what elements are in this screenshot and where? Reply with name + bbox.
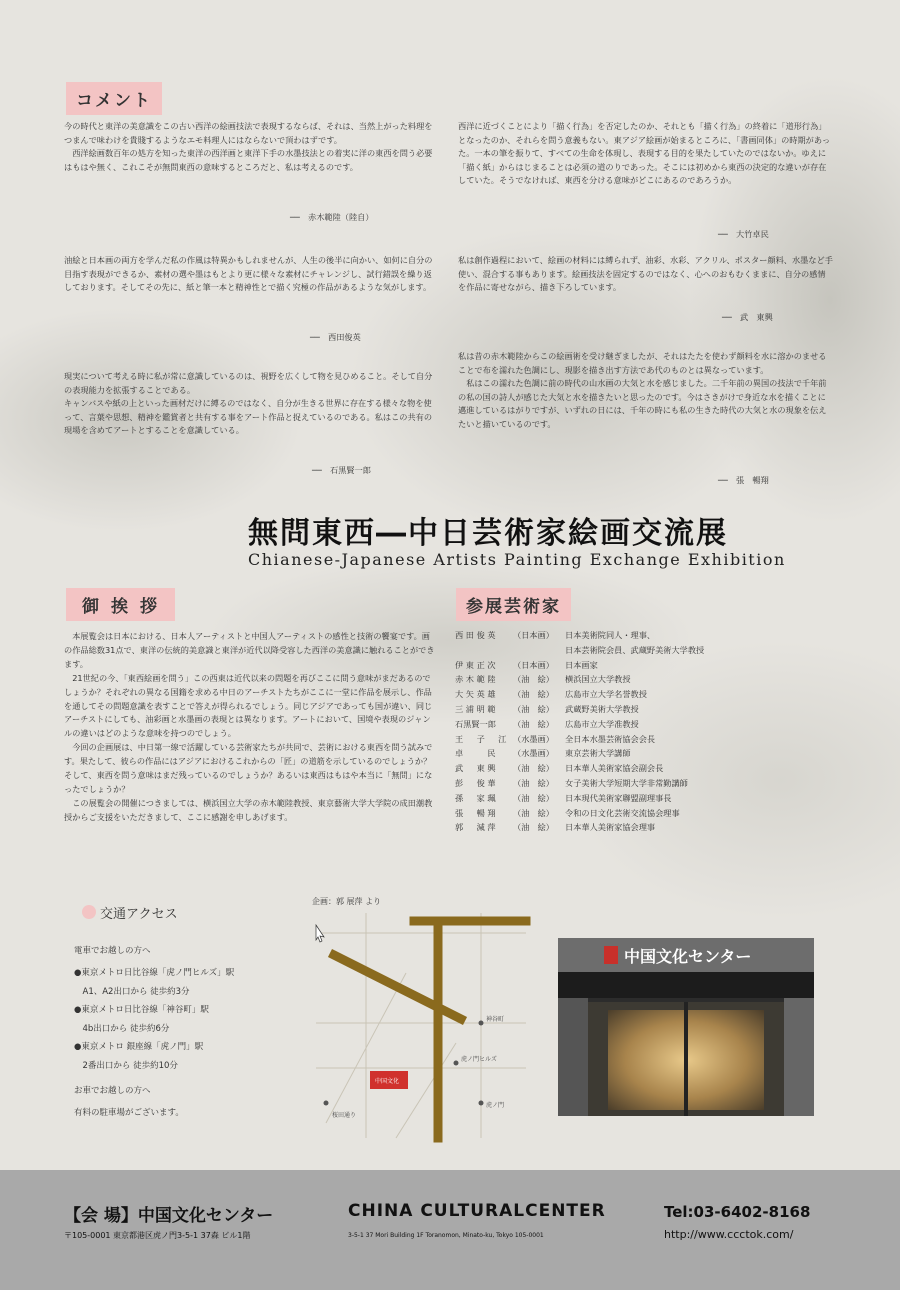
exhibition-title-en: Chianese-Japanese Artists Painting Exchange Exhibition (248, 550, 786, 569)
artist-title: 日本華人美術家協会副会長 (565, 763, 664, 774)
artist-title: 日本美術院同人・理事、 (565, 630, 656, 640)
artist-row (455, 763, 663, 774)
map-label-hills: 虎ノ門ヒルズ (461, 1056, 497, 1063)
building-photo (558, 938, 814, 1116)
map-label-kamiyacho: 神谷町 (486, 1016, 505, 1023)
artist-genre: （水墨画） (513, 748, 554, 759)
artist-genre: （日本画） (513, 630, 554, 640)
comment-label: コメント (66, 82, 162, 115)
access-line: ●東京メトロ日比谷線「神谷町」駅 (74, 1005, 209, 1015)
access-line: お車でお越しの方へ (74, 1086, 151, 1096)
map-credit: 企画：郭 展萍 より (312, 897, 382, 906)
artist-genre: （日本画） (513, 659, 554, 670)
comment-text-4: 西洋に近づくことにより「描く行為」を否定したのか、それとも「描く行為」の終着に「道形行為」となったのか、それらを問う意義もない。東アジア絵画が始まるところに、「書画同体」の時期があった。一本の筆を振りて、すべての生命を体現し、表現する目的を果たしていたのではないか。ゆえに「描く紙」からはじまることは必須の道のりであった。そこには初めから東西の決定的な違いが存在していた。そうでなければ、東西を分ける意味がどこにあるのであろうか。 (458, 121, 831, 186)
access-line: 4b出口から 徒歩約6分 (74, 1024, 170, 1034)
footer-url[interactable]: http://www.ccctok.com/ (664, 1228, 794, 1241)
artists-label: 参展芸術家 (456, 588, 571, 621)
artist-genre: （油 絵） (513, 704, 554, 714)
greeting-label: 御挨拶 (66, 588, 175, 621)
access-line: ●東京メトロ日比谷線「虎ノ門ヒルズ」駅 (74, 968, 235, 978)
artist-title: 広島市立大学准教授 (565, 718, 639, 729)
artist-row (455, 645, 704, 656)
access-line: ●東京メトロ 銀座線「虎ノ門」駅 (74, 1042, 204, 1052)
artist-name: 王 子 江 (455, 733, 507, 744)
artist-genre: （油 絵） (513, 763, 554, 774)
comment-text-1: 今の時代と東洋の美意識をこの古い西洋の絵画技法で表現するならば、それは、当然上がった料理をつまんで味わけを貴賤するようなエモ料理人にはならないで頂わはずです。 西洋絵画数百年の処方を知った東洋の西洋画と東洋下手の水墨技法との着実に洋の東西を問う必要はもはや無く、これこそが無問東西の意味するところだと、私は考えるのです。 (64, 121, 433, 172)
artist-title: 日本華人美術家協会理事 (565, 822, 656, 833)
comment-text-3: 現実について考える時に私が常に意識しているのは、視野を広くして物を見ひめること。そして自分の表現能力を拡張することである。 キャンバスや紙の上といった画材だけに縛るのではなく、自分が生きる世界に存在する様々な物を使って、言葉や思想、精神を鑑賞者と共有する事をアート作品と捉えているのである。私はこの共有の現場を含めてアートとすることを意識している。 (64, 371, 433, 436)
artist-name: 伊 東 正 次 (455, 659, 496, 670)
access-line: 電車でお越しの方へ (74, 946, 151, 956)
artist-name: 張 暢 翔 (455, 807, 496, 818)
building-sign: 中国文化センター (624, 947, 752, 966)
artist-genre: （水墨画） (513, 733, 554, 744)
comment-text-6: 私は昔の赤木範陸からこの絵画術を受け継ぎましたが、それはたたを使わず顔料を水に溶かのませることで布を濡れた色調にし、現影を描き出す方法であ代のものとは異なっています。 私はこの濡れた色調に前の時代の山水画の大気と水を感じました。二千年前の異国の技法で千年前の私の国の詩人が感じた大気と水を描きたいと思ったのです。今はさきがけで身近な水を描くことに邁進しているはがりですが、いずれの日には、千年の時にも私の生きた時代の大気と水の現象を伝えたいと描いているのです。 (458, 351, 827, 429)
access-bullet-icon (82, 905, 96, 919)
artist-row (455, 748, 631, 759)
access-line: 2番出口から 徒歩約10分 (74, 1061, 178, 1071)
access-line: 有料の駐車場がございます。 (74, 1108, 184, 1118)
access-line: A1、A2出口から 徒歩約3分 (74, 987, 190, 997)
artist-genre: （油 絵） (513, 792, 554, 803)
artist-title: 日本現代美術家聯盟副理事長 (565, 792, 672, 803)
artist-title: 日本芸術院会員、武蔵野美術大学教授 (565, 644, 705, 655)
comment-signature-3: ── 石黒賢一郎 (312, 465, 371, 475)
artist-title: 広島市立大学名誉教授 (565, 689, 647, 700)
artist-row (455, 793, 671, 804)
artist-title: 武蔵野美術大学教授 (565, 704, 639, 714)
artist-name: 孫 家 珮 (455, 792, 496, 803)
artist-row (455, 719, 639, 730)
artist-genre: （油 絵） (513, 822, 554, 833)
artist-name: 石黒賢一郎 (455, 718, 496, 729)
artist-title: 横浜国立大学教授 (565, 674, 631, 685)
footer-venue: 【会 場】中国文化センター (64, 1206, 274, 1226)
artist-name: 三 浦 明 範 (455, 704, 496, 714)
map-label-toranomon: 虎ノ門 (486, 1102, 505, 1109)
artist-name: 武 東 興 (455, 763, 496, 774)
artist-row (455, 674, 631, 685)
artist-row (455, 704, 639, 715)
footer-address: 〒105-0001 東京都港区虎ノ門3-5-1 37森 ビル1階 (64, 1231, 251, 1240)
comment-text-5: 私は創作過程において、絵画の材料には縛られず、油彩、水彩、アクリル、ポスター顔料、水墨など手使い、混合する事もあります。絵画技法を固定するのではなく、心へのおもむくままに、自分の感情を作品に寄せながら、描き下ろしています。 (458, 255, 833, 293)
artist-title: 全日本水墨芸術協会会長 (565, 733, 656, 744)
artist-row (455, 630, 655, 641)
artist-name: 西 田 俊 英 (455, 630, 496, 640)
artist-title: 令和の日文化芸術交流協会理事 (565, 807, 680, 818)
venue-marker-label: 中国文化 (375, 1078, 400, 1085)
comment-signature-4: ── 大竹卓民 (718, 229, 769, 239)
artist-row (455, 660, 598, 671)
footer-tel: Tel:03-6402-8168 (664, 1203, 811, 1221)
artist-genre: （油 絵） (513, 689, 554, 700)
artist-name: 彭 俊 華 (455, 778, 496, 788)
artist-title: 女子美術大学短期大学非常勤講師 (565, 778, 688, 788)
access-title: 交通アクセス (100, 907, 178, 922)
artist-row (455, 808, 680, 819)
artist-genre: （油 絵） (513, 674, 554, 685)
comment-signature-5: ── 武 東興 (722, 312, 773, 322)
artist-genre: （油 絵） (513, 778, 554, 788)
artist-row (455, 689, 647, 700)
footer-venue-en: CHINA CULTURALCENTER (348, 1201, 606, 1221)
footer-address-en: 3-5-1 37 Mori Building 1F Toranomon, Minato-ku, Tokyo 105-0001 (348, 1232, 544, 1239)
artist-genre: （油 絵） (513, 718, 554, 729)
comment-signature-6: ── 張 暢翔 (718, 475, 769, 485)
access-map (306, 893, 536, 1143)
exhibition-title-jp: 無問東西―中日芸術家絵画交流展 (248, 516, 728, 551)
artist-row (455, 734, 655, 745)
artist-name: 卓 民 (455, 748, 496, 759)
greeting-text: 本展覧会は日本における、日本人アーティストと中国人アーティストの感性と技術の饗宴です。画の作品総数31点で、東洋の伝統的美意識と東洋が近代以降受容した西洋の美意識に触れることができます。 21世紀の今、「東西絵画を問う」この西東は近代以来の問題を再びここに問う意味がまだあるのでしょうか？それぞれの異なる国籍を求める中日のアーチストたちがここに一堂に作品を展示し、作品を通してその問題意識を表すことで答えが得られるでしょう。同じアジアであっても国が違い、同じアーチストにしても、油彩画と水墨画の表現とは異なります。アートにおいて、国境や表現のジャンルの違いはどのような意味を持つのでしょう。 今回の企画展は、中日第一線で活躍している芸術家たちが共同で、芸術における東西を問う試みです。果たして、彼らの作品にはアジアにおけるこれからの「匠」の道筋を示しているのでしょうか？そして、東西を問う意味はまだ残っているのでしょうか？あるいは東西はもはや本当に「無問」になったでしょうか？ この展覧会の開催につきましては、横浜国立大学の赤木範陸教授、東京藝術大学大学院の成田潮教授からご支援をいただきまして、ここに感謝を申しあげます。 (64, 631, 435, 822)
comment-signature-2: ── 西田俊英 (310, 332, 361, 342)
artist-genre: （油 絵） (513, 807, 554, 818)
comment-text-2: 油絵と日本画の両方を学んだ私の作風は特異かもしれませんが、人生の後半に向かい、如何に自分の目指す表現ができるか、素材の選や墨はもとより更に様々な素材にチャレンジし、試行錯誤を繰り返しております。そしてその先に、紙と筆一本と精神性とで描く究極の作品があるような気がします。 (64, 255, 433, 293)
artist-row (455, 778, 688, 789)
artist-name: 大 矢 英 雄 (455, 689, 496, 700)
map-label-sakurada: 桜田通り (332, 1112, 357, 1119)
artist-title: 東京芸術大学講師 (565, 748, 631, 759)
artist-row (455, 822, 655, 833)
artist-name: 郭 減 萍 (455, 822, 496, 833)
comment-signature-1: ── 赤木範陸（陸自） (290, 212, 374, 222)
artist-title: 日本画家 (565, 659, 598, 670)
artist-name: 赤 木 範 陸 (455, 674, 496, 685)
